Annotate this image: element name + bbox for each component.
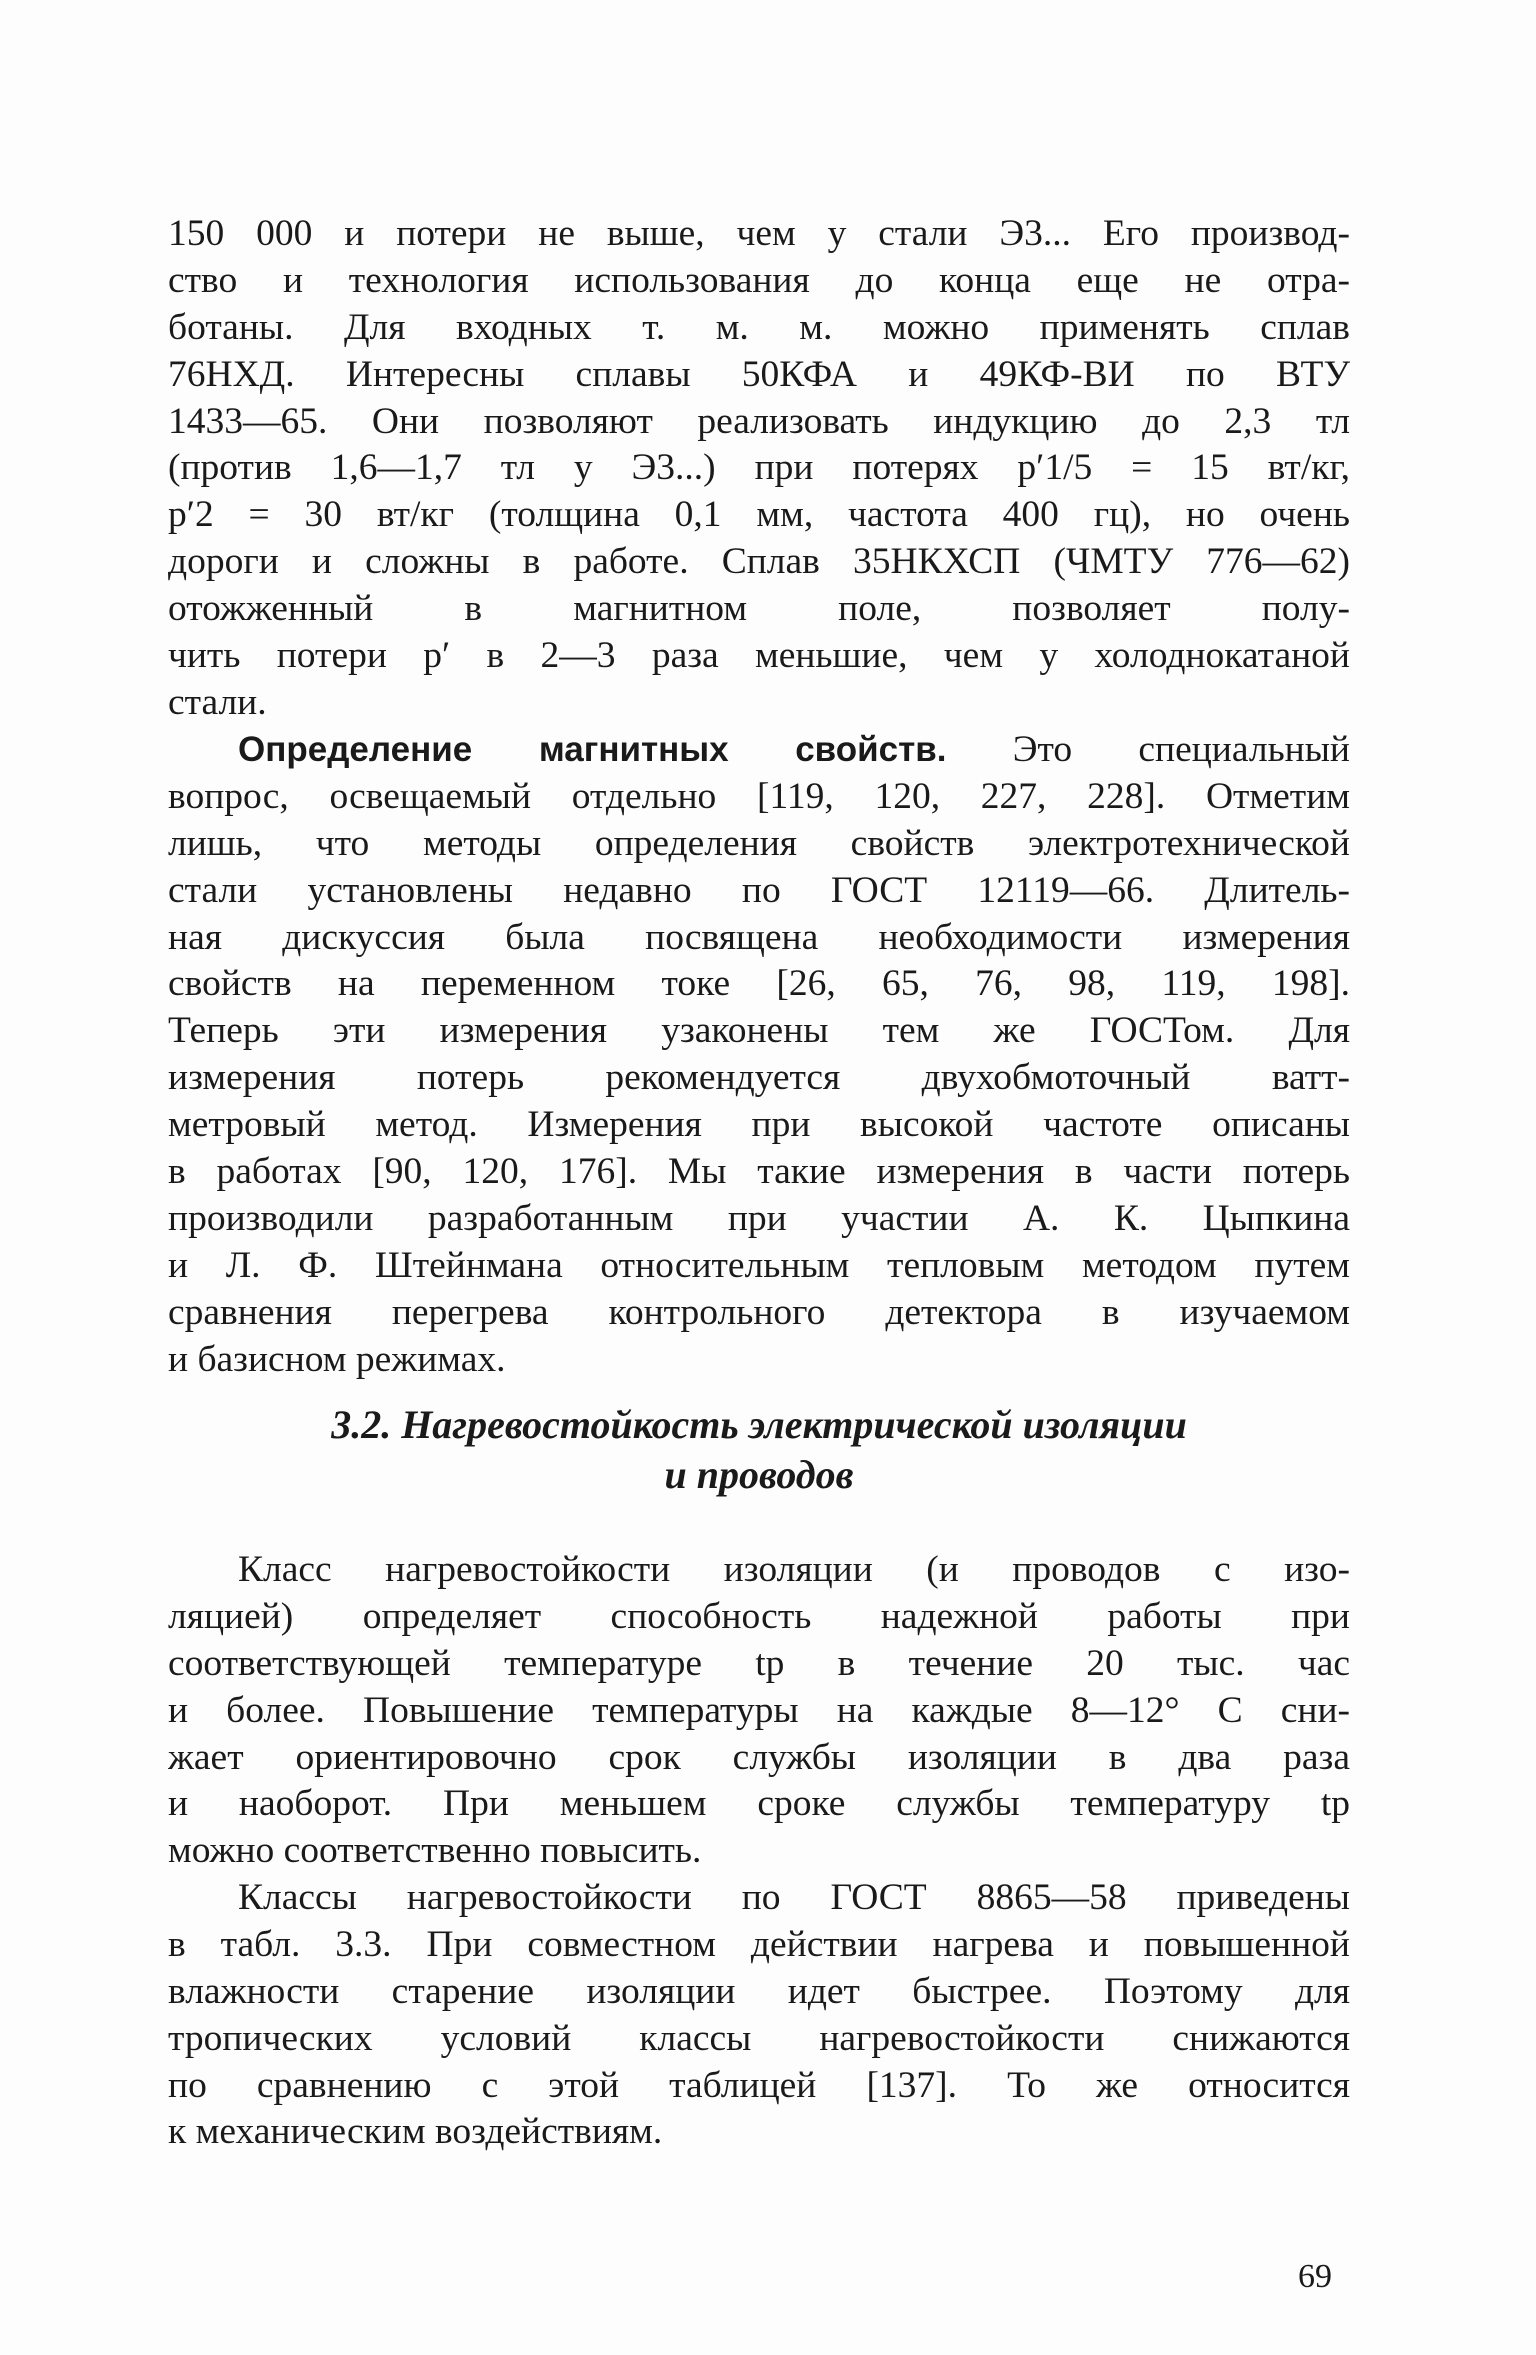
paragraph-gost-classes: [168, 1875, 1350, 2156]
text-line: соответствующей температуре tр в течение 20 тыс. час: [168, 1642, 1350, 1684]
text-line: измерения потерь рекомендуется двухобмоточный ватт-: [168, 1057, 1350, 1099]
text-fragment: Это специальный: [946, 729, 1350, 770]
text-line: отожженный в магнитном поле, позволяет полу-: [168, 588, 1350, 630]
text-line: Классы нагревостойкости по ГОСТ 8865—58 приведены: [238, 1877, 1350, 1918]
text-line: ство и технология использования до конца еще не отра-: [168, 259, 1350, 301]
text-line: 150 000 и потери не выше, чем у стали Э3... Его производ-: [168, 213, 1350, 254]
text-line: 76НХД. Интересны сплавы 50КФА и 49КФ-ВИ по ВТУ: [168, 353, 1350, 395]
text-line: Теперь эти измерения узаконены тем же ГОСТом. Для: [168, 1010, 1350, 1052]
text-line: в работах [90, 120, 176]. Мы такие измерения в части потерь: [168, 1151, 1350, 1193]
text-line: и базисном режимах.: [168, 1338, 506, 1380]
text-line: сравнения перегрева контрольного детектора в изучаемом: [168, 1291, 1350, 1333]
paragraph-magnetic-properties: [168, 727, 1350, 1383]
text-line: и наоборот. При меньшем сроке службы температуру tр: [168, 1783, 1350, 1825]
text-line: в табл. 3.3. При совместном действии нагрева и повышенной: [168, 1923, 1350, 1965]
page-number: 69: [1298, 2258, 1332, 2295]
section-heading-line: 3.2. Нагревостойкость электрической изоляции: [331, 1402, 1187, 1447]
text-line: тропических условий классы нагревостойкости снижаются: [168, 2017, 1350, 2059]
paragraph-alloys: [168, 211, 1350, 727]
text-line: [168, 727, 1350, 774]
text-line: дороги и сложны в работе. Сплав 35НКХСП (ЧМТУ 776—62): [168, 541, 1350, 583]
text-line: метровый метод. Измерения при высокой частоте описаны: [168, 1104, 1350, 1146]
text-line: по сравнению с этой таблицей [137]. То же относится: [168, 2064, 1350, 2106]
text-line: 1433—65. Они позволяют реализовать индукцию до 2,3 тл: [168, 400, 1350, 442]
section-heading: [168, 1400, 1350, 1500]
text-line: и Л. Ф. Штейнмана относительным тепловым методом путем: [168, 1244, 1350, 1286]
text-line: (против 1,6—1,7 тл у Э3...) при потерях p′1/5 = 15 вт/кг,: [168, 447, 1350, 489]
paragraph-insulation-class: [168, 1547, 1350, 1875]
text-line: ная дискуссия была посвящена необходимости измерения: [168, 916, 1350, 958]
text-line: стали.: [168, 681, 267, 723]
text-line: жает ориентировочно срок службы изоляции в два раза: [168, 1736, 1350, 1778]
text-line: лишь, что методы определения свойств электротехнической: [168, 822, 1350, 864]
text-line: вопрос, освещаемый отдельно [119, 120, 227, 228]. Отметим: [168, 775, 1350, 817]
text-line: ботаны. Для входных т. м. м. можно применять сплав: [168, 306, 1350, 348]
text-line: можно соответственно повысить.: [168, 1830, 702, 1872]
text-line: к механическим воздействиям.: [168, 2111, 663, 2153]
section-heading-line: и проводов: [664, 1452, 854, 1497]
text-line: и более. Повышение температуры на каждые 8—12° С сни-: [168, 1689, 1350, 1731]
text-line: свойств на переменном токе [26, 65, 76, 98, 119, 198].: [168, 963, 1350, 1005]
text-line: чить потери p′ в 2—3 раза меньшие, чем у холоднокатаной: [168, 635, 1350, 677]
text-line: Класс нагревостойкости изоляции (и проводов с изо-: [238, 1549, 1350, 1590]
text-line: производили разработанным при участии А. К. Цыпкина: [168, 1197, 1350, 1239]
text-line: влажности старение изоляции идет быстрее. Поэтому для: [168, 1970, 1350, 2012]
paragraph-lead-heading: Определение магнитных свойств.: [238, 730, 947, 769]
text-line: стали установлены недавно по ГОСТ 12119—66. Длитель-: [168, 869, 1350, 911]
text-line: p′2 = 30 вт/кг (толщина 0,1 мм, частота 400 гц), но очень: [168, 494, 1350, 536]
text-line: ляцией) определяет способность надежной работы при: [168, 1595, 1350, 1637]
